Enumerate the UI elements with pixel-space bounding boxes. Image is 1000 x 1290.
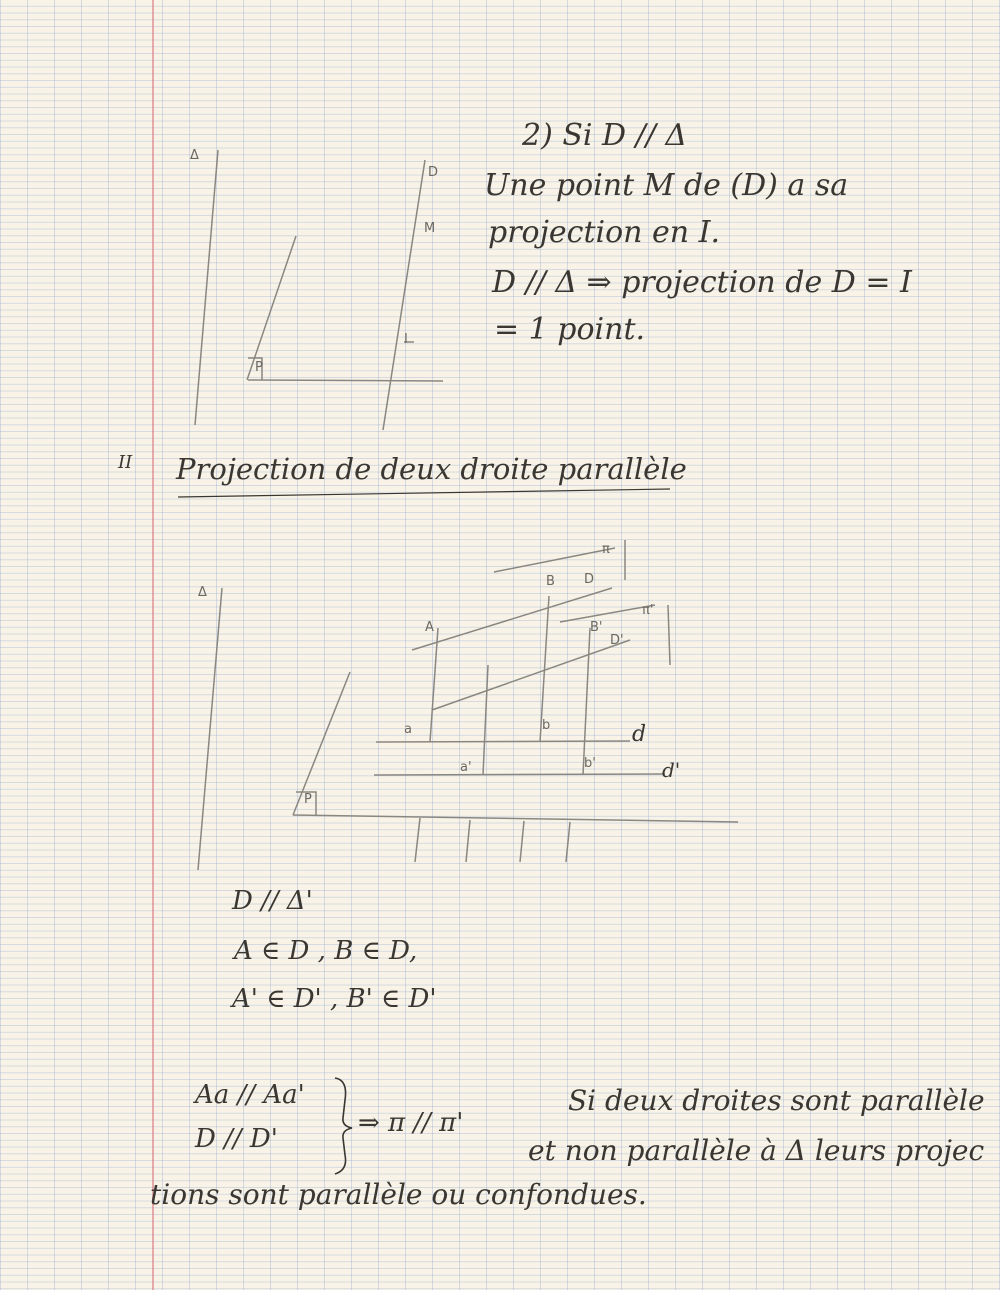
fig2-aa-projector <box>430 628 438 742</box>
section-numeral: II <box>118 452 133 473</box>
fig2-d-prime-small-label: d' <box>662 758 681 782</box>
fig2-d-label: D <box>584 572 595 587</box>
top-line-4: = 1 point. <box>494 312 646 347</box>
fig1-plane-p-line <box>248 380 443 381</box>
top-heading: 2) Si D // Δ <box>522 118 688 153</box>
fig2-pi-label: π <box>602 542 610 557</box>
figure-2-lines <box>178 489 738 870</box>
fig2-d-small-label: d <box>632 722 647 747</box>
relation-line-3: A' ∈ D' , B' ∈ D' <box>232 984 437 1014</box>
fig2-line-d-prime <box>432 640 630 710</box>
fig2-d-prime-label: D' <box>610 633 624 648</box>
fig2-a-prime-small-label: a' <box>460 760 472 775</box>
fig1-p-label: P <box>255 360 263 375</box>
fig2-a-prime-projector <box>483 665 488 775</box>
fig2-pi-prime-label: π' <box>642 603 654 618</box>
fig1-d-label: D <box>428 165 439 180</box>
top-line-1: Une point M de (D) a sa <box>484 168 849 203</box>
fig2-tick-3 <box>520 821 524 862</box>
relation-line-2: A ∈ D , B ∈ D, <box>234 936 418 966</box>
fig2-line-d-prime-projection <box>374 774 665 775</box>
fig2-b-prime-small-label: b' <box>584 756 596 771</box>
fig2-p-label: P <box>304 792 312 807</box>
fig2-delta-line <box>198 588 222 870</box>
fig2-plane-p-line <box>293 815 738 822</box>
fig2-b-prime-projector <box>583 628 590 775</box>
fig2-delta-label: Δ <box>198 585 207 600</box>
fig2-line-d-projection <box>376 741 630 742</box>
conclusion-hypothesis-2: D // D' <box>195 1124 278 1154</box>
conclusion-text-2: et non parallèle à Δ leurs projec <box>528 1134 985 1167</box>
relation-line-1: D // Δ' <box>232 886 313 916</box>
fig2-plane-pi-prime-top <box>560 605 655 622</box>
fig2-tick-1 <box>415 818 420 862</box>
top-line-2: projection en I. <box>488 215 721 250</box>
figure-1-lines <box>195 150 443 430</box>
fig2-b-label: B <box>546 574 555 589</box>
fig2-tick-4 <box>566 822 570 862</box>
conclusion-text-3: tions sont parallèle ou confondues. <box>150 1178 647 1211</box>
fig1-m-label: M <box>424 221 436 236</box>
fig1-delta-label: Δ <box>190 148 199 163</box>
fig2-tick-2 <box>466 820 470 862</box>
fig1-delta-line <box>195 150 218 425</box>
top-line-3: D // Δ ⇒ projection de D = I <box>492 265 912 300</box>
fig2-projection-direction <box>293 672 350 815</box>
fig2-plane-pi-prime-side <box>668 605 670 665</box>
fig2-a-label: A <box>425 620 434 635</box>
section-title: Projection de deux droite parallèle <box>176 452 687 486</box>
fig1-d-line <box>383 160 425 430</box>
conclusion-implies: ⇒ π // π' <box>358 1108 464 1138</box>
fig2-a-small-label: a <box>404 722 412 737</box>
fig2-b-small-label: b <box>542 718 551 733</box>
fig2-plane-pi-top <box>494 548 615 572</box>
conclusion-hypothesis-1: Aa // Aa' <box>195 1080 305 1110</box>
fig1-i-label: I <box>404 332 408 347</box>
conclusion-brace <box>335 1078 352 1174</box>
conclusion-text-1: Si deux droites sont parallèle <box>568 1084 985 1117</box>
section-title-underline <box>178 489 670 497</box>
fig2-line-d <box>412 588 612 650</box>
fig2-b-prime-label: B' <box>590 620 603 635</box>
